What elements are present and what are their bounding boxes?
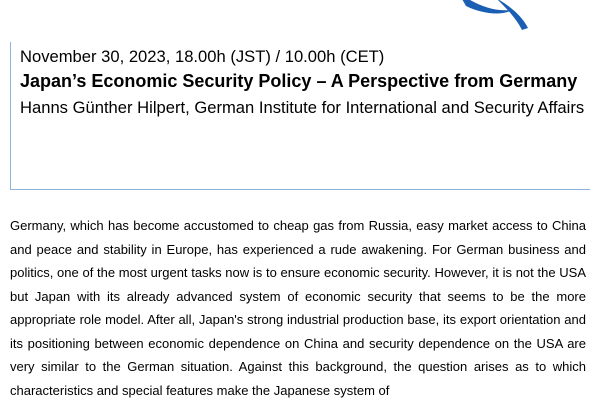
event-title: Japan’s Economic Security Policy – A Perspective from Germany	[20, 71, 578, 91]
institute-logo-fragment-icon	[452, 0, 542, 32]
event-info-block	[10, 42, 590, 190]
event-speaker: Hanns Günther Hilpert, German Institute for International and Security Affairs	[20, 98, 585, 117]
event-date-time: November 30, 2023, 18.00h (JST) / 10.00h (CET)	[20, 47, 385, 66]
abstract-paragraph: Germany, which has become accustomed to cheap gas from Russia, easy market access to China and peace and stability in Europe, has experienced a rude awakening. For German business and politics, one of the most urgent tasks now is to ensure economic security. However, it is not the USA but Japan with its already advanced system of economic security that seems to be the more appropriate role model. After all, Japan's strong industrial production base, its export orientation and its positioning between economic dependence on China and security dependence on the USA are very similar to the German situation. Against this background, the question arises as to which characteristics and special features make the Japanese system of	[10, 218, 586, 398]
